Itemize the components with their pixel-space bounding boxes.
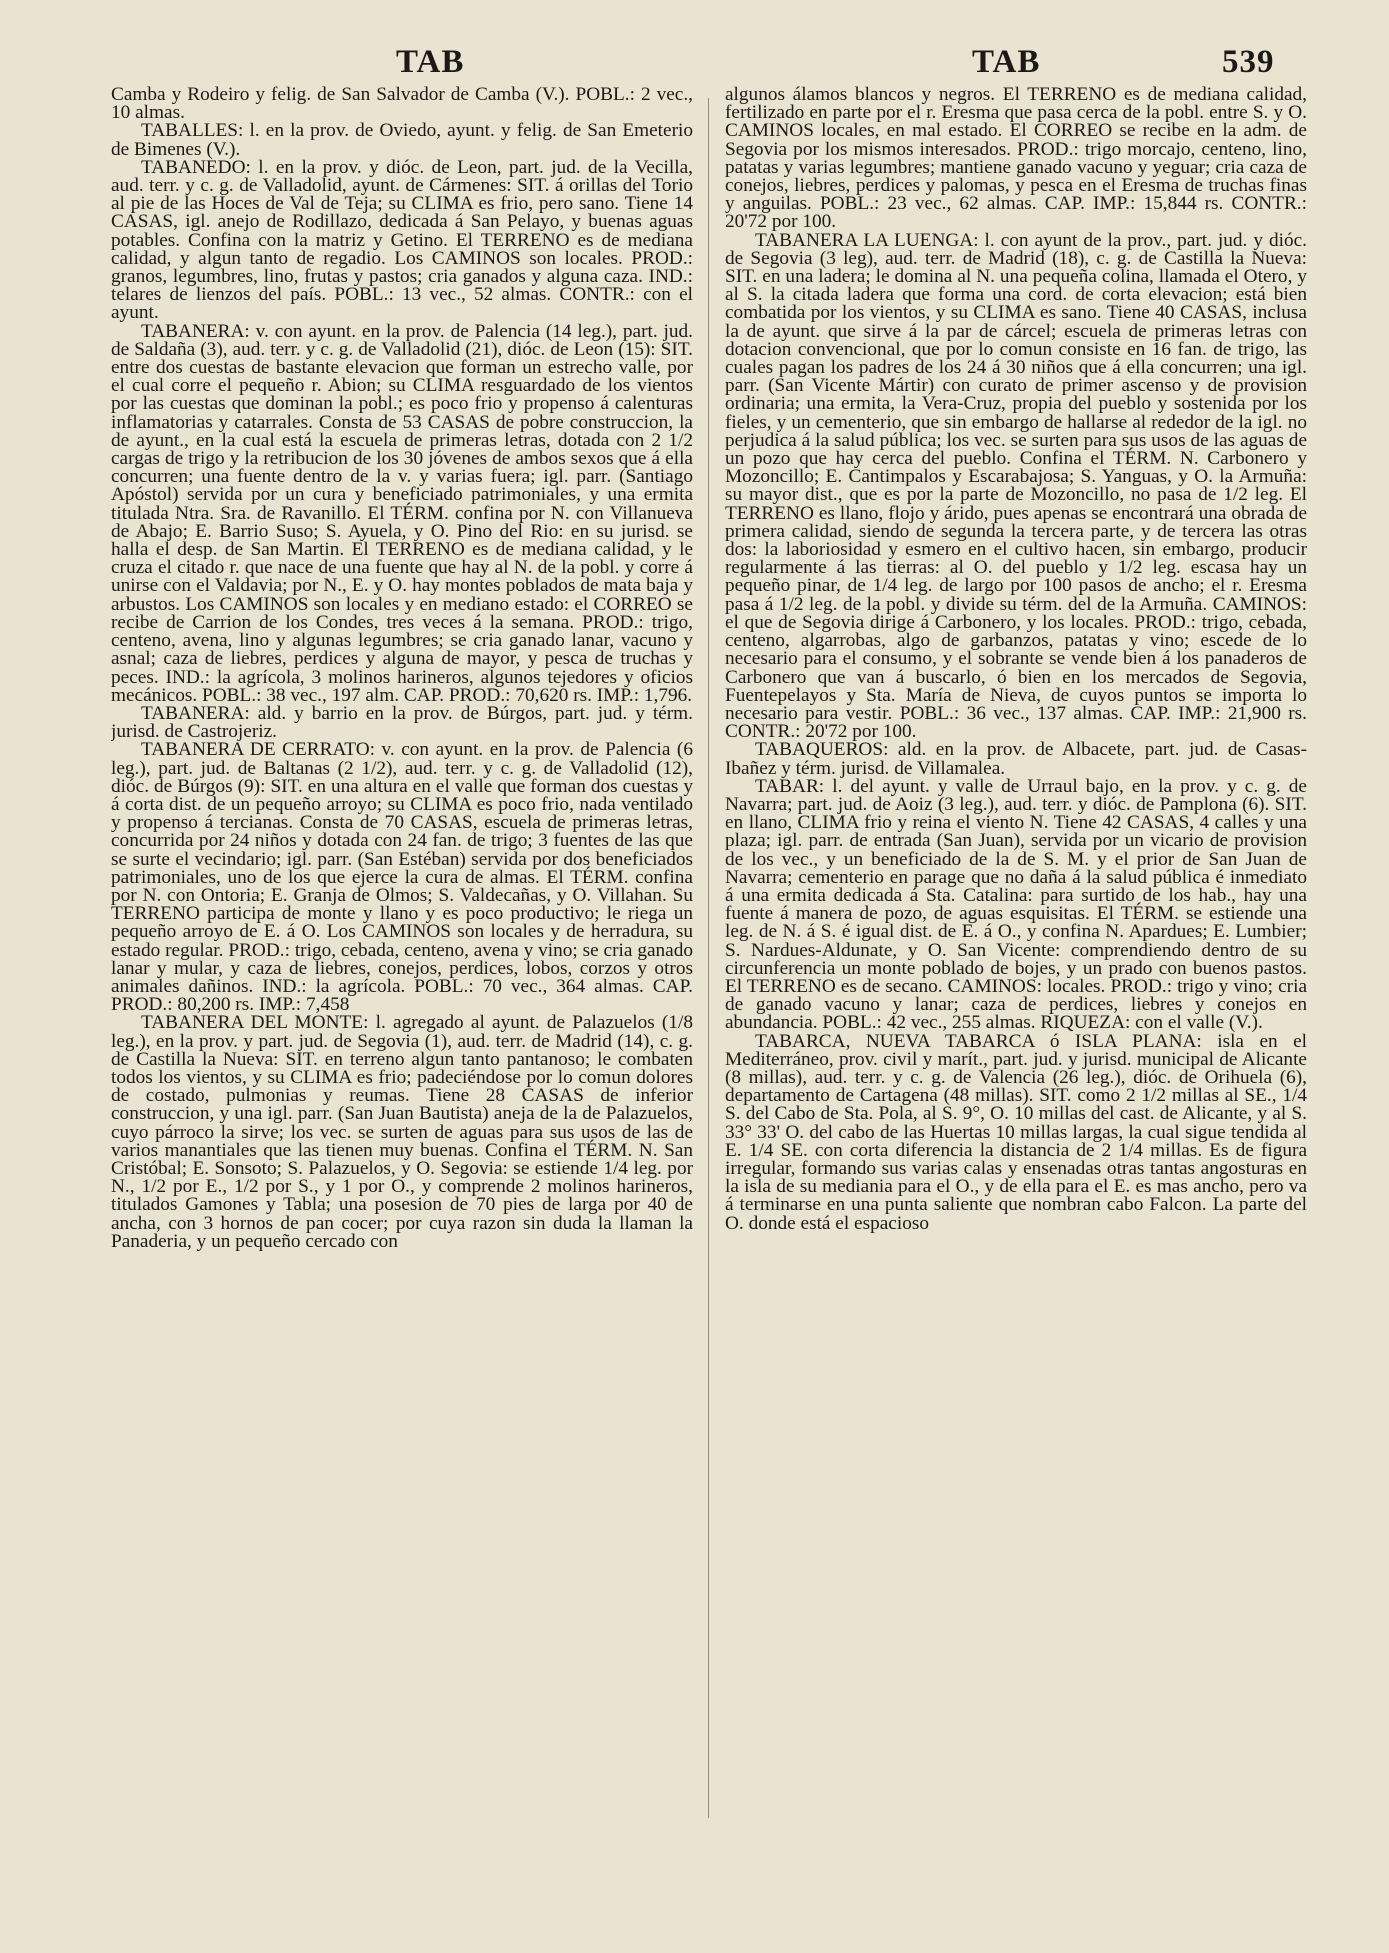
running-head-left: TAB (396, 44, 465, 80)
dictionary-entry: TABANEDO: l. en la prov. y dióc. de Leon, part. jud. de la Vecilla, aud. terr. y c. g. de Valladolid, ayunt. de Cármenes: SIT. á orillas del Torio al pie de las Hoces de Val de Teja; su CLIMA es frio, pero sano. Tiene 14 CASAS, igl. anejo de Rodillazo, dedicada á San Pelayo, y buenas aguas potables. Confina con la matriz y Getino. El TERRENO es de mediana calidad, y algun tanto de regadio. Los CAMINOS son locales. PROD.: granos, legumbres, lino, frutas y pastos; cria ganados y alguna caza. IND.: telares de lienzos del país. POBL.: 13 vec., 52 almas. CONTR.: con el ayunt. (111, 156, 693, 324)
entry-continuation: Camba y Rodeiro y felig. de San Salvador de Camba (V.). POBL.: 2 vec., 10 almas. (111, 86, 693, 124)
left-column (111, 86, 693, 1926)
dictionary-entry: TABALLES: l. en la prov. de Oviedo, ayunt. y felig. de San Emeterio de Bimenes (V.). (111, 120, 693, 160)
dictionary-entry: TABAR: l. del ayunt. y valle de Urraul bajo, en la prov. y c. g. de Navarra; part. jud. de Aoiz (3 leg.), aud. terr. y dióc. de Pamplona (6). SIT. en llano, CLIMA frio y reina el viento N. Tiene 42 CASAS, 4 calles y una plaza; igl. parr. de entrada (San Juan), servida por un vicario de provision de los vec., y un beneficiado de la de S. M. y el prior de San Juan de Navarra; cementerio en parage que no daña á la salud pública é inmediato á una ermita dedicada á Sta. Catalina: para surtido de los hab., hay una fuente á manera de pozo, de aguas esquisitas. El TÉRM. se estiende una leg. de N. á S. é igual dist. de E. á O., y confina N. Apardues; E. Lumbier; S. Nardues-Aldunate, y O. San Vicente: comprendiendo dentro de su circunferencia un monte poblado de bojes, y un prado con buenos pastos. El TERRENO es de secano. CAMINOS: locales. PROD.: trigo y vino; cria de ganado vacuno y lanar; caza de perdices, liebres y conejos en abundancia. POBL.: 42 vec., 255 almas. RIQUEZA: con el valle (V.). (725, 775, 1307, 1034)
dictionary-entry: TABANERA: ald. y barrio en la prov. de Búrgos, part. jud. y térm. jurisd. de Castrojeriz. (111, 702, 693, 743)
dictionary-entry: TABARCA, NUEVA TABARCA ó ISLA PLANA: isla en el Mediterráneo, prov. civil y marít., part. jud. y jurisd. municipal de Alicante (8 millas), aud. terr. y c. g. de Valencia (26 leg.), dióc. de Orihuela (6), departamento de Cartagena (48 millas). SIT. como 2 1/2 millas al SE., 1/4 S. del Cabo de Sta. Pola, al S. 9°, O. 10 millas del cast. de Alicante, y al S. 33° 33' O. del cabo de las Huertas 10 millas largas, la cual sigue tendida al E. 1/4 SE. con corta diferencia la distancia de 2 1/4 millas. Es de figura irregular, formando sus varias calas y ensenadas otras tantas angosturas en la isla de su mediania para el O., y de ella para el E. es mas ancho, pero va á terminarse en una punta saliente que nombran cabo Falcon. La parte del O. donde está el espacioso (725, 1030, 1307, 1234)
right-column (725, 86, 1307, 1926)
column-divider (708, 98, 709, 1818)
page-number: 539 (1222, 44, 1275, 80)
dictionary-entry: TABANERA DE CERRATO: v. con ayunt. en la prov. de Palencia (6 leg.), part. jud. de Baltanas (2 1/2), aud. terr. y c. g. de Valladolid (12), dióc. de Búrgos (9): SIT. en una altura en el valle que forman dos cuestas y á corta dist. de un pequeño arroyo; su CLIMA es poco frio, nada ventilado y propenso á tercianas. Consta de 70 CASAS, escuela de primeras letras, concurrida por 24 niños y dotada con 24 fan. de trigo; 3 fuentes de las que se surte el vecindario; igl. parr. (San Estéban) servida por dos beneficiados patrimoniales, uno de los que ejerce la cura de almas. El TÉRM. confina por N. con Ontoria; E. Granja de Olmos; S. Valdecañas, y O. Villahan. Su TERRENO participa de monte y llano y es poco productivo; le riega un pequeño arroyo de E. á O. Los CAMINOS son locales y de herradura, su estado regular. PROD.: trigo, cebada, centeno, avena y vino; se cria ganado lanar y mular, y caza de liebres, conejos, perdices, lobos, corzos y otros animales dañinos. IND.: la agrícola. POBL.: 70 vec., 364 almas. CAP. PROD.: 80,200 rs. IMP.: 7,458 (111, 739, 693, 1016)
running-head-right: TAB (972, 44, 1041, 80)
entry-continuation: algunos álamos blancos y negros. El TERRENO es de mediana calidad, fertilizado en parte por el r. Eresma que pasa cerca de la pobl. entre S. y O. CAMINOS locales, en mal estado. El CORREO se recibe en la adm. de Segovia por los mismos interesados. PROD.: trigo morcajo, centeno, lino, patatas y varias legumbres; mantiene ganado vacuno y yeguar; cria caza de conejos, liebres, perdices y palomas, y pesca en el Eresma de truchas finas y anguilas. POBL.: 23 vec., 62 almas. CAP. IMP.: 15,844 rs. CONTR.: 20'72 por 100. (725, 86, 1307, 233)
dictionary-entry: TABANERA DEL MONTE: l. agregado al ayunt. de Palazuelos (1/8 leg.), en la prov. y part. jud. de Segovia (1), aud. terr. de Madrid (14), c. g. de Castilla la Nueva: SIT. en terreno algun tanto pantanoso; le combaten todos los vientos, y su CLIMA es frio; padeciéndose por lo comun dolores de costado, pulmonias y reumas. Tiene 28 CASAS de inferior construccion, y una igl. parr. (San Juan Bautista) aneja de la de Palazuelos, cuyo párroco la sirve; los vec. se surten de aguas para sus usos de las de varios manantiales que las tienen muy buenas. Confina el TÉRM. N. San Cristóbal; E. Sonsoto; S. Palazuelos, y O. Segovia: se estiende 1/4 leg. por N., 1/2 por E., 1/2 por S., y 1 por O., y comprende 2 molinos harineros, titulados Gamones y Tabla; una posesion de 70 pies de larga por 40 de ancha, con 3 hornos de pan cocer; por cuya razon sin duda la llaman la Panaderia, y un pequeño cercado con (111, 1012, 693, 1252)
dictionary-entry: TABAQUEROS: ald. en la prov. de Albacete, part. jud. de Casas-Ibañez y térm. jurisd. de Villamalea. (725, 739, 1307, 779)
dictionary-entry: TABANERA LA LUENGA: l. con ayunt de la prov., part. jud. y dióc. de Segovia (3 leg), aud. terr. de Madrid (18), c. g. de Castilla la Nueva: SIT. en una ladera; le domina al N. una pequeña colina, llamada el Otero, y al S. la citada ladera que forma una cord. de corta elevacion; está bien combatida por los vientos, y su CLIMA es sano. Tiene 40 CASAS, inclusa la de ayunt. que sirve á la par de cárcel; escuela de primeras letras con dotacion convencional, que por lo comun consiste en 16 fan. de trigo, las cuales pagan los padres de los 24 á 30 niños que á ella concurren; una igl. parr. (San Vicente Mártir) con curato de primer ascenso y de provision ordinaria; una ermita, la Vera-Cruz, propia del pueblo y sostenida por los fieles, y un cementerio, que sin embargo de hallarse al rededor de la igl. no perjudica á la salud pública; los vec. se surten para sus usos de las aguas de un pozo que hay cerca del pueblo. Confina el TÉRM. N. Carbonero y Mozoncillo; E. Cantimpalos y Escarabajosa; S. Yanguas, y O. la Armuña: su mayor dist., que es por la parte de Mozoncillo, no pasa de 1/2 leg. El TERRENO es llano, flojo y árido, pues apenas se encontrará una obrada de primera calidad, siendo de segunda la tercera parte, y de tercera las otras dos: la laboriosidad y esmero en el cultivo hacen, sin embargo, producir regularmente á las tierras: al O. del pueblo y 1/2 leg. escasa hay un pequeño pinar, de 1/4 leg. de largo por 100 pasos de ancho; el r. Eresma pasa á 1/2 leg. de la pobl. y divide su térm. del de la Armuña. CAMINOS: el que de Segovia dirige á Carbonero, y los locales. PROD.: trigo, cebada, centeno, algarrobas, algo de garbanzos, patatas y vino; escede de lo necesario para el consumo, y el sobrante se vende bien á los panaderos de Carbonero que van á buscarlo, ó bien en los mercados de Segovia, Fuentepelayos y Sta. María de Nieva, de cuyos puntos se importa lo necesario para vestir. POBL.: 36 vec., 137 almas. CAP. IMP.: 21,900 rs. CONTR.: 20'72 por 100. (725, 229, 1307, 743)
dictionary-entry: TABANERA: v. con ayunt. en la prov. de Palencia (14 leg.), part. jud. de Saldaña (3), aud. terr. y c. g. de Valladolid (21), dióc. de Leon (15): SIT. entre dos cuestas de bastante elevacion que forman un estrecho valle, por el cual corre el pequeño r. Abion; su CLIMA resguardado de los vientos por las cuestas que dominan la pobl.; es poco frio y propenso á calenturas inflamatorias y catarrales. Consta de 53 CASAS de pobre construccion, la de ayunt., en la cual está la escuela de primeras letras, dotada con 2 1/2 cargas de trigo y la retribucion de los 30 jóvenes de ambos sexos que á ella concurren; una fuente dentro de la v. y varias fuera; igl. parr. (Santiago Apóstol) servida por un cura y beneficiado patrimoniales, y una ermita titulada Ntra. Sra. de Ravanillo. El TÉRM. confina por N. con Villanueva de Abajo; E. Barrio Suso; S. Ayuela, y O. Pino del Rio: en su jurisd. se halla el desp. de San Martin. El TERRENO es de mediana calidad, y le cruza el citado r. que nace de una fuente que hay al N. de la pobl. y corre á unirse con el Valdavia; por N., E. y O. hay montes poblados de mata baja y arbustos. Los CAMINOS son locales y en mediano estado: el CORREO se recibe de Carrion de los Condes, tres veces á la semana. PROD.: trigo, centeno, avena, lino y algunas legumbres; se cria ganado lanar, vacuno y asnal; caza de liebres, perdices y alguna de mayor, y pesca de truchas y peces. IND.: la agrícola, 3 molinos harineros, algunos tejedores y oficios mecánicos. POBL.: 38 vec., 197 alm. CAP. PROD.: 70,620 rs. IMP.: 1,796. (111, 320, 693, 706)
